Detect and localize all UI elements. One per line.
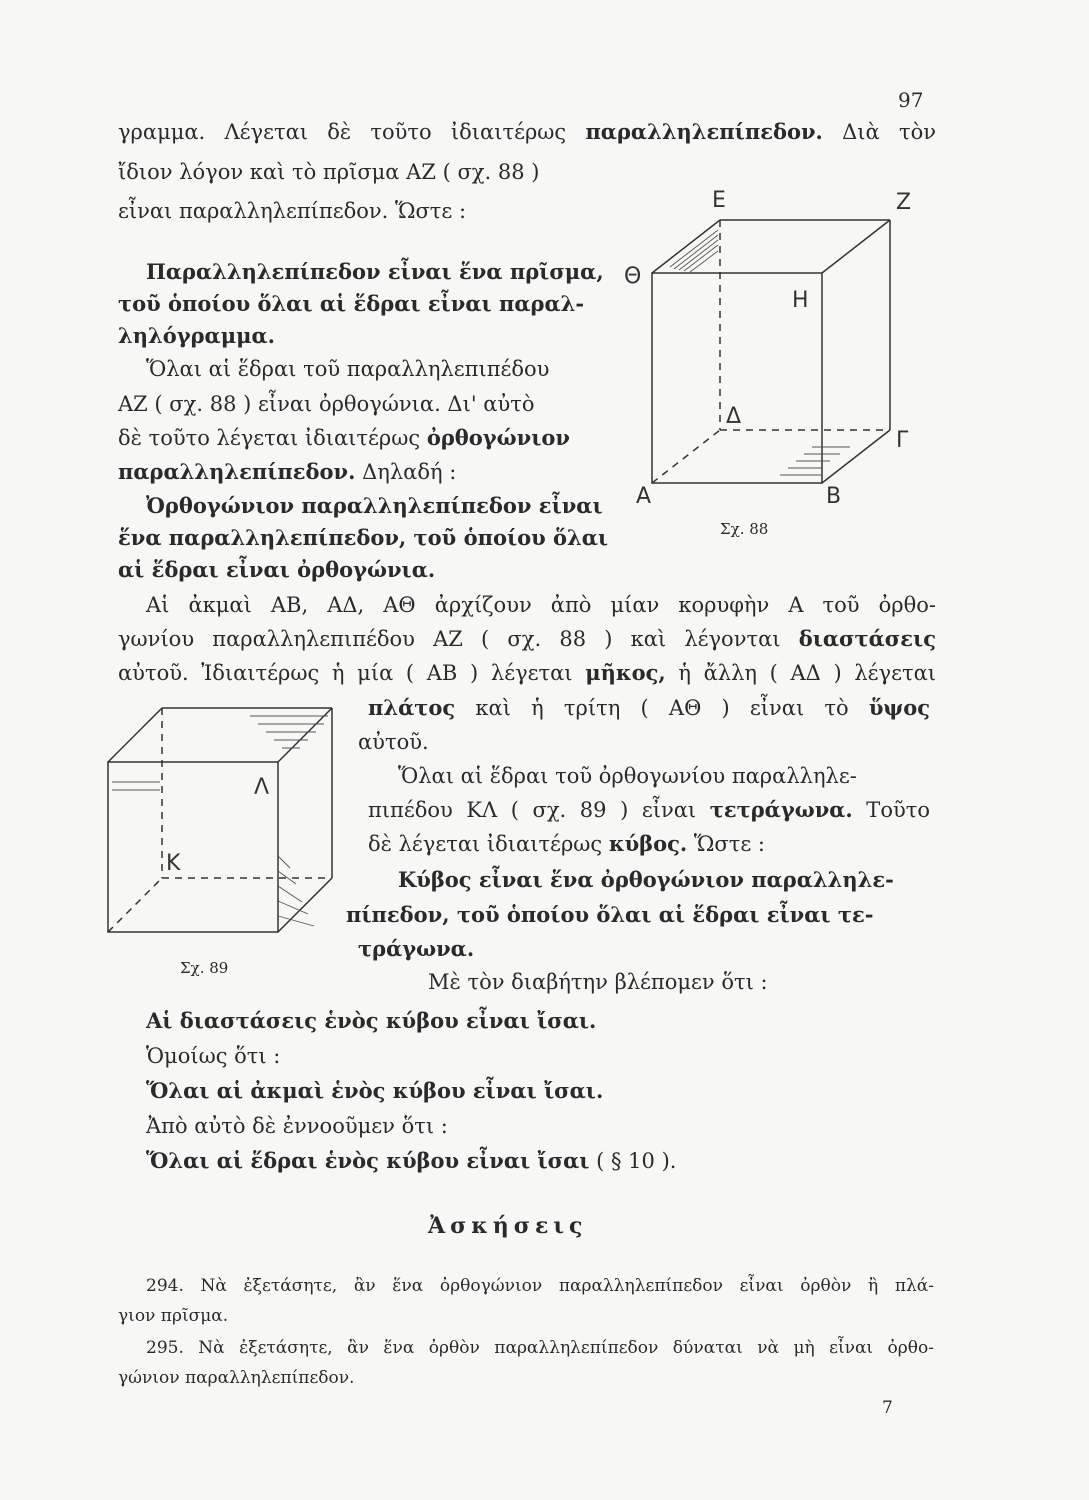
definition-rectangular-3: αἱ ἕδραι εἶναι ὀρθογώνια. — [118, 557, 436, 582]
label-K: K — [166, 851, 181, 876]
text-line-18: αὐτοῦ. — [358, 730, 429, 754]
definition-cube-1: Κύβος εἶναι ἕνα ὀρθογώνιον παραλληλε- — [398, 867, 894, 892]
statement-edges: Ὅλαι αἱ ἀκμαὶ ἑνὸς κύβου εἶναι ἴσαι. — [146, 1078, 604, 1103]
text-line-15: γωνίου παραλληλεπιπέδου ΑΖ ( σχ. 88 ) καὶ λέγονται διαστάσεις — [118, 626, 936, 651]
text-line-10: παραλληλεπίπεδον. Δηλαδή : — [118, 459, 457, 484]
exercise-295-line-1: 295. Νὰ ἐξετάσητε, ἂν ἕνα ὀρθὸν παραλληλεπίπεδον δύναται νὰ μὴ εἶναι ὀρθο- — [146, 1338, 934, 1358]
text-line-2: ἴδιον λόγον καὶ τὸ πρῖσμα ΑΖ ( σχ. 88 ) — [118, 160, 540, 184]
label-B: B — [826, 484, 842, 509]
label-Z: Z — [896, 190, 912, 215]
figure-89-caption: Σχ. 89 — [180, 959, 229, 977]
figure-88-caption: Σχ. 88 — [720, 520, 769, 538]
signature-mark: 7 — [882, 1398, 893, 1418]
exercise-294-line-1: 294. Νὰ ἐξετάσητε, ἂν ἕνα ὀρθογώνιον παραλληλεπίπεδον εἶναι ὀρθὸν ἢ πλά- — [146, 1276, 934, 1296]
definition-cube-3: τράγωνα. — [358, 936, 475, 961]
text-line-21: δὲ λέγεται ἰδιαιτέρως κύβος. Ὥστε : — [368, 831, 765, 856]
text-line-7: Ὅλαι αἱ ἕδραι τοῦ παραλληλεπιπέδου — [146, 357, 550, 381]
label-Gamma: Γ — [896, 428, 909, 453]
exercise-294-line-2: γιον πρῖσμα. — [118, 1306, 229, 1326]
definition-parallelepiped-1: Παραλληλεπίπεδον εἶναι ἕνα πρῖσμα, — [146, 259, 604, 284]
definition-parallelepiped-2: τοῦ ὁποίου ὅλαι αἱ ἕδραι εἶναι παραλ- — [118, 291, 585, 316]
text-line-14: Αἱ ἀκμαὶ ΑΒ, ΑΔ, ΑΘ ἀρχίζουν ἀπὸ μίαν κορυφὴν Α τοῦ ὀρθο- — [146, 593, 936, 617]
exercise-295-line-2: γώνιον παραλληλεπίπεδον. — [118, 1368, 355, 1388]
definition-rectangular-2: ἕνα παραλληλεπίπεδον, τοῦ ὁποίου ὅλαι — [118, 525, 609, 550]
statement-dimensions: Αἱ διαστάσεις ἑνὸς κύβου εἶναι ἴσαι. — [146, 1008, 597, 1033]
text-line-25: Μὲ τὸν διαβήτην βλέπομεν ὅτι : — [428, 970, 768, 994]
figure-88 — [600, 185, 930, 540]
text-line-20: πιπέδου ΚΛ ( σχ. 89 ) εἶναι τετράγωνα. Τοῦτο — [368, 797, 930, 822]
figure-89 — [100, 686, 345, 986]
text-line-1: γραμμα. Λέγεται δὲ τοῦτο ἰδιαιτέρως παραλληλεπίπεδον. Διὰ τὸν — [118, 119, 936, 144]
label-Theta: Θ — [624, 264, 642, 289]
text-line-29: Ἀπὸ αὐτὸ δὲ ἐννοοῦμεν ὅτι : — [146, 1114, 448, 1138]
label-Lambda: Λ — [254, 775, 270, 800]
definition-parallelepiped-3: ληλόγραμμα. — [118, 323, 275, 348]
text-line-27: Ὁμοίως ὅτι : — [146, 1044, 281, 1068]
text-line-8: ΑΖ ( σχ. 88 ) εἶναι ὀρθογώνια. Δι' αὐτὸ — [118, 392, 535, 416]
definition-rectangular-1: Ὀρθογώνιον παραλληλεπίπεδον εἶναι — [146, 493, 603, 518]
text-line-19: Ὅλαι αἱ ἕδραι τοῦ ὀρθογωνίου παραλληλε- — [398, 764, 857, 788]
label-A: A — [636, 484, 652, 509]
label-H: H — [792, 288, 809, 313]
exercises-heading: Ἀσκήσεις — [428, 1213, 588, 1239]
statement-faces: Ὅλαι αἱ ἕδραι ἑνὸς κύβου εἶναι ἴσαι ( § 10 ). — [146, 1148, 677, 1173]
text-line-9: δὲ τοῦτο λέγεται ἰδιαιτέρως ὀρθογώνιον — [118, 425, 570, 450]
text-line-17: πλάτος καὶ ἡ τρίτη ( ΑΘ ) εἶναι τὸ ὕψος — [368, 695, 930, 720]
text-line-3: εἶναι παραλληλεπίπεδον. Ὥστε : — [118, 199, 467, 223]
figure-89-drawing — [100, 686, 345, 956]
text-line-16: αὐτοῦ. Ἰδιαιτέρως ἡ μία ( ΑΒ ) λέγεται μῆκος, ἡ ἄλλη ( ΑΔ ) λέγεται — [118, 660, 936, 685]
label-E: E — [712, 188, 726, 213]
figure-88-drawing — [600, 185, 930, 540]
definition-cube-2: πίπεδον, τοῦ ὁποίου ὅλαι αἱ ἕδραι εἶναι τε- — [346, 902, 874, 927]
label-Delta: Δ — [726, 404, 742, 429]
page-number: 97 — [898, 88, 924, 112]
